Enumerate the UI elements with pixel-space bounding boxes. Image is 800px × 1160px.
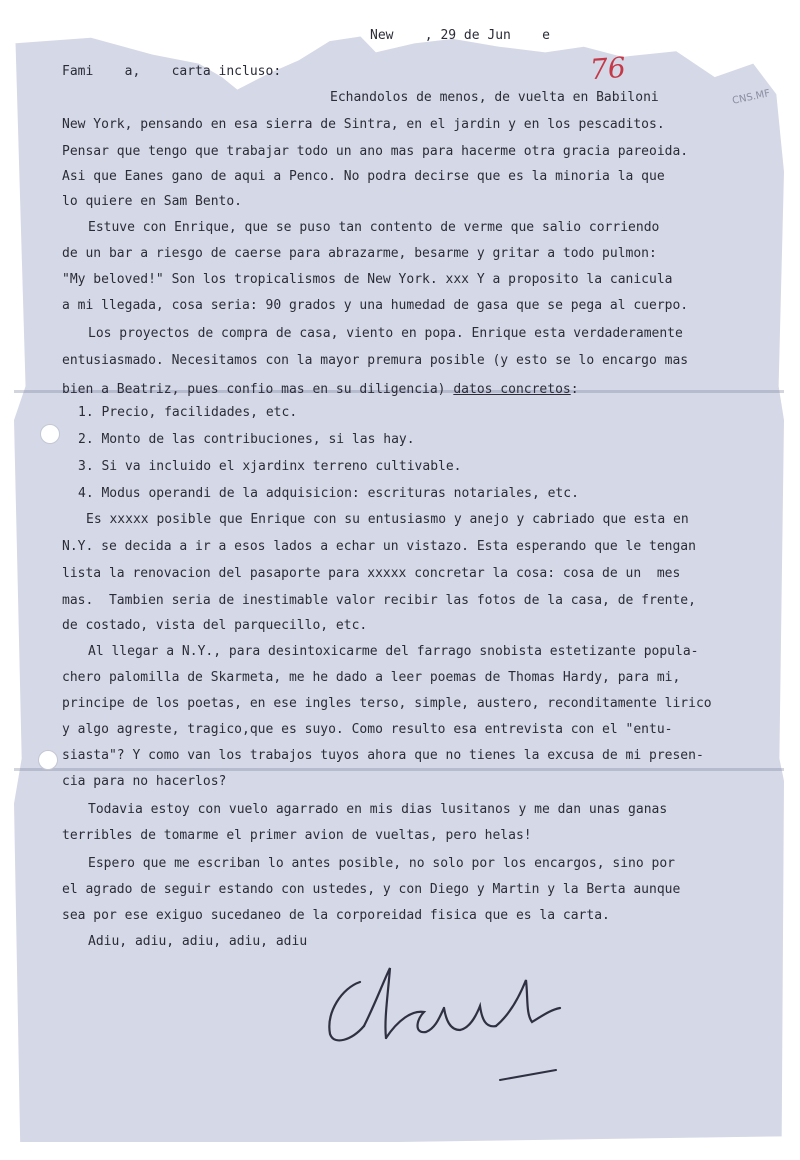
body-line: Estuve con Enrique, que se puso tan contento de verme que salio corriendo <box>88 220 660 235</box>
body-line: New York, pensando en esa sierra de Sintra, en el jardin y en los pescaditos. <box>62 117 665 132</box>
body-line: Los proyectos de compra de casa, viento en popa. Enrique esta verdaderamente <box>88 326 683 341</box>
body-line: Es xxxxx posible que Enrique con su entusiasmo y anejo y cabriado que esta en <box>86 512 689 527</box>
body-line: N.Y. se decida a ir a esos lados a echar un vistazo. Esta esperando que le tengan <box>62 539 696 554</box>
body-line <box>62 382 579 398</box>
body-line: terribles de tomarme el primer avion de vueltas, pero helas! <box>62 828 532 843</box>
body-line: cia para no hacerlos? <box>62 774 227 789</box>
salutation: Fami a, carta incluso: <box>62 64 282 79</box>
list-item: 3. Si va incluido el xjardinx terreno cultivable. <box>78 459 462 474</box>
body-line: entusiasmado. Necesitamos con la mayor premura posible (y esto se lo encargo mas <box>62 353 689 368</box>
underlined-text: datos concretos <box>453 382 571 397</box>
signature <box>320 950 580 1090</box>
body-line: Todavia estoy con vuelo agarrado en mis dias lusitanos y me dan unas ganas <box>88 802 668 817</box>
body-line: siasta"? Y como van los trabajos tuyos ahora que no tienes la excusa de mi presen- <box>62 748 704 763</box>
body-line: a mi llegada, cosa seria: 90 grados y una humedad de gasa que se pega al cuerpo. <box>62 298 689 313</box>
fold-crease <box>14 768 784 771</box>
body-line: mas. Tambien seria de inestimable valor recibir las fotos de la casa, de frente, <box>62 593 696 608</box>
body-line: Espero que me escriban lo antes posible, no solo por los encargos, sino por <box>88 856 675 871</box>
body-line: de costado, vista del parquecillo, etc. <box>62 618 368 633</box>
punch-hole <box>38 750 58 770</box>
body-line: lo quiere en Sam Bento. <box>62 194 243 209</box>
dateline: New , 29 de Jun e <box>370 28 551 43</box>
page-number: 76 <box>588 50 627 87</box>
body-line: Pensar que tengo que trabajar todo un ano mas para hacerme otra gracia pareoida. <box>62 144 689 159</box>
margin-note: CNS.MF <box>731 88 772 107</box>
list-item: 2. Monto de las contribuciones, si las hay. <box>78 432 415 447</box>
body-line: sea por ese exiguo sucedaneo de la corporeidad fisica que es la carta. <box>62 908 610 923</box>
body-line: Asi que Eanes gano de aqui a Penco. No podra decirse que es la minoria la que <box>62 169 665 184</box>
list-item: 4. Modus operandi de la adquisicion: escrituras notariales, etc. <box>78 486 579 501</box>
body-line: de un bar a riesgo de caerse para abrazarme, besarme y gritar a todo pulmon: <box>62 246 657 261</box>
body-line: lista la renovacion del pasaporte para xxxxx concretar la cosa: cosa de un mes <box>62 566 681 581</box>
body-line: chero palomilla de Skarmeta, me he dado a leer poemas de Thomas Hardy, para mi, <box>62 670 681 685</box>
body-line: Al llegar a N.Y., para desintoxicarme del farrago snobista estetizante popula- <box>88 644 699 659</box>
punch-hole <box>40 424 60 444</box>
closing: Adiu, adiu, adiu, adiu, adiu <box>88 934 308 949</box>
body-line: principe de los poetas, en ese ingles terso, simple, austero, reconditamente lirico <box>62 696 712 711</box>
body-line: "My beloved!" Son los tropicalismos de New York. xxx Y a proposito la canicula <box>62 272 673 287</box>
body-text: : <box>570 382 579 397</box>
body-line: el agrado de seguir estando con ustedes, y con Diego y Martin y la Berta aunque <box>62 882 681 897</box>
body-line: Echandolos de menos, de vuelta en Babiloni <box>330 90 659 105</box>
body-text: bien a Beatriz, pues confio mas en su diligencia) <box>62 382 454 397</box>
body-line: y algo agreste, tragico,que es suyo. Como resulto esa entrevista con el "entu- <box>62 722 673 737</box>
list-item: 1. Precio, facilidades, etc. <box>78 405 298 420</box>
